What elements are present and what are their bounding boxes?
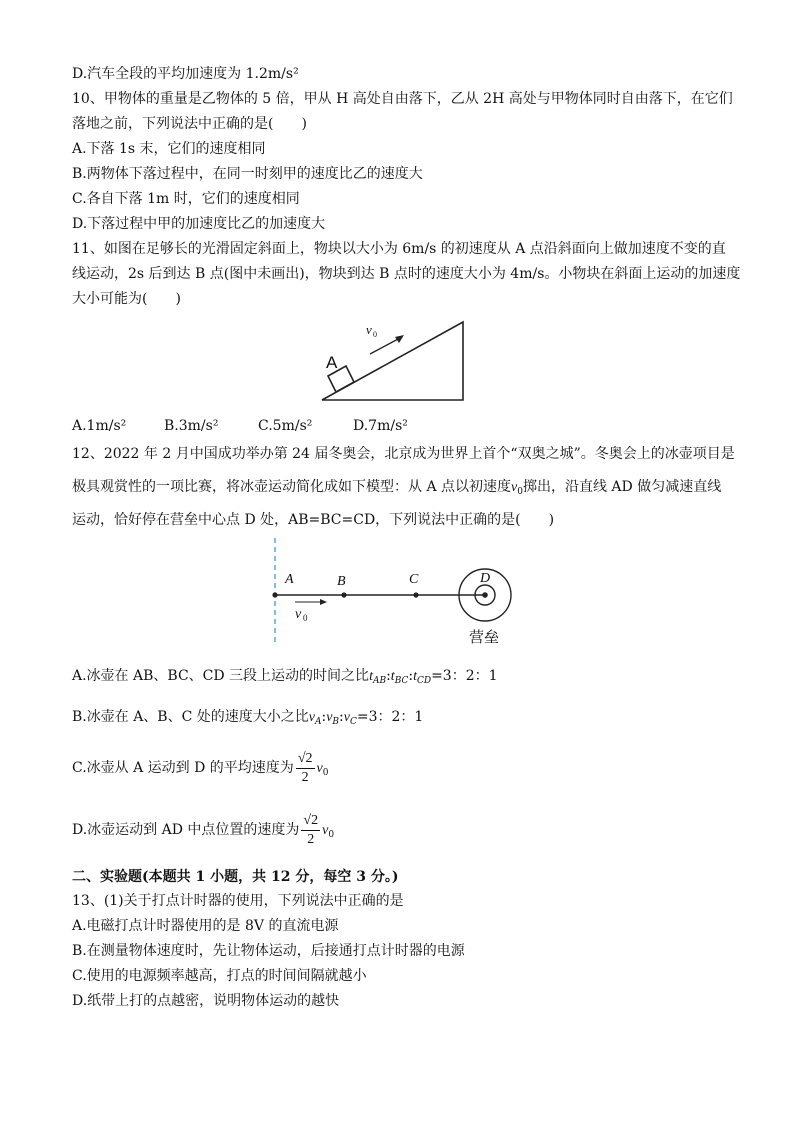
curling-figure [265,536,525,650]
incline-figure [318,314,470,404]
q11-stem-line3: 大小可能为( ) [72,291,181,307]
q12-option-c: C.冰壶从 A 运动到 D 的平均速度为 $\frac{√2}{2}$ $v_0$ [72,750,329,785]
v0-arrowhead [320,599,327,605]
q12-stem-line2: 极具观赏性的一项比赛，将冰壶运动简化成如下模型：从 A 点以初速度$v_0$掷出，沿直线 AD 做匀减速直线 [72,479,722,497]
q11-option-a: A.1m/s² [72,418,127,434]
label-v0-sub: 0 [303,613,308,623]
q13-option-c: C.使用的电源频率越高，打点的时间间隔就越小 [72,968,367,984]
camp-label: 营垒 [469,628,500,646]
label-block-a: A [326,353,338,372]
point-a [272,592,277,597]
velocity-arrowhead [395,335,404,343]
velocity-arrow-line [370,338,400,354]
q11-stem-line1: 11、如图在足够长的光滑固定斜面上，物块以大小为 6m/s 的初速度从 A 点沿斜面向上做加速度不变的直 [72,241,726,257]
q10-option-b: B.两物体下落过程中，在同一时刻甲的速度比乙的速度大 [72,166,423,182]
section-2-title: 二、实验题(本题共 1 小题，共 12 分，每空 3 分。) [72,869,399,885]
q9-option-d: D.汽车全段的平均加速度为 1.2m/s² [72,66,299,82]
label-v0: v [295,607,302,622]
q10-option-d: D.下落过程中甲的加速度比乙的加速度大 [72,216,326,232]
q10-stem-line2: 落地之前，下列说法中正确的是( ) [72,116,307,132]
q12-option-d: D.冰壶运动到 AD 中点位置的速度为 $\frac{√2}{2}$ $v_0$ [72,812,335,847]
label-d: D [480,571,491,586]
fraction-sqrt2-over-2: $\frac{√2}{2}$ [303,812,319,847]
point-b [341,592,346,597]
label-a: A [285,572,294,587]
q10-option-c: C.各自下落 1m 时，它们的速度相同 [72,191,300,207]
q10-option-a: A.下落 1s 末，它们的速度相同 [72,141,266,157]
q13-option-b: B.在测量物体速度时，先让物体运动，后接通打点计时器的电源 [72,943,465,959]
q13-stem: 13、(1)关于打点计时器的使用，下列说法中正确的是 [72,893,404,909]
q10-stem-line1: 10、甲物体的重量是乙物体的 5 倍，甲从 H 高处自由落下，乙从 2H 高处与甲物体同时自由落下，在它们 [72,91,733,107]
fraction-sqrt2-over-2: $\frac{√2}{2}$ [297,750,313,785]
q11-stem-line2: 线运动，2s 后到达 B 点(图中未画出)，物块到达 B 点时的速度大小为 4m/s。小物块在斜面上运动的加速度 [72,266,741,282]
q13-option-a: A.电磁打点计时器使用的是 8V 的直流电源 [72,918,339,934]
q12-option-a: A.冰壶在 AB、BC、CD 三段上运动的时间之比$t_{AB}:t_{BC}:t_{CD}=3$：2：1 [72,668,498,686]
q11-option-d: D.7m/s² [353,418,408,434]
label-v0: v [366,322,372,337]
label-v0-sub: 0 [373,330,377,339]
label-c: C [409,572,419,587]
q12-stem-line3: 运动，恰好停在营垒中心点 D 处，AB=BC=CD，下列说法中正确的是( ) [72,512,555,528]
q13-option-d: D.纸带上打的点越密，说明物体运动的越快 [72,993,340,1009]
q12-option-b: B.冰壶在 A、B、C 处的速度大小之比$v_A:v_B:v_C=3$：2：1 [72,709,424,727]
q12-stem-line1: 12、2022 年 2 月中国成功举办第 24 届冬奥会，北京成为世界上首个“双奥之城”。冬奥会上的冰壶项目是 [72,446,735,462]
label-b: B [337,574,346,589]
q11-option-b: B.3m/s² [164,418,219,434]
q11-option-c: C.5m/s² [258,418,313,434]
point-d [482,592,488,598]
point-c [413,592,418,597]
